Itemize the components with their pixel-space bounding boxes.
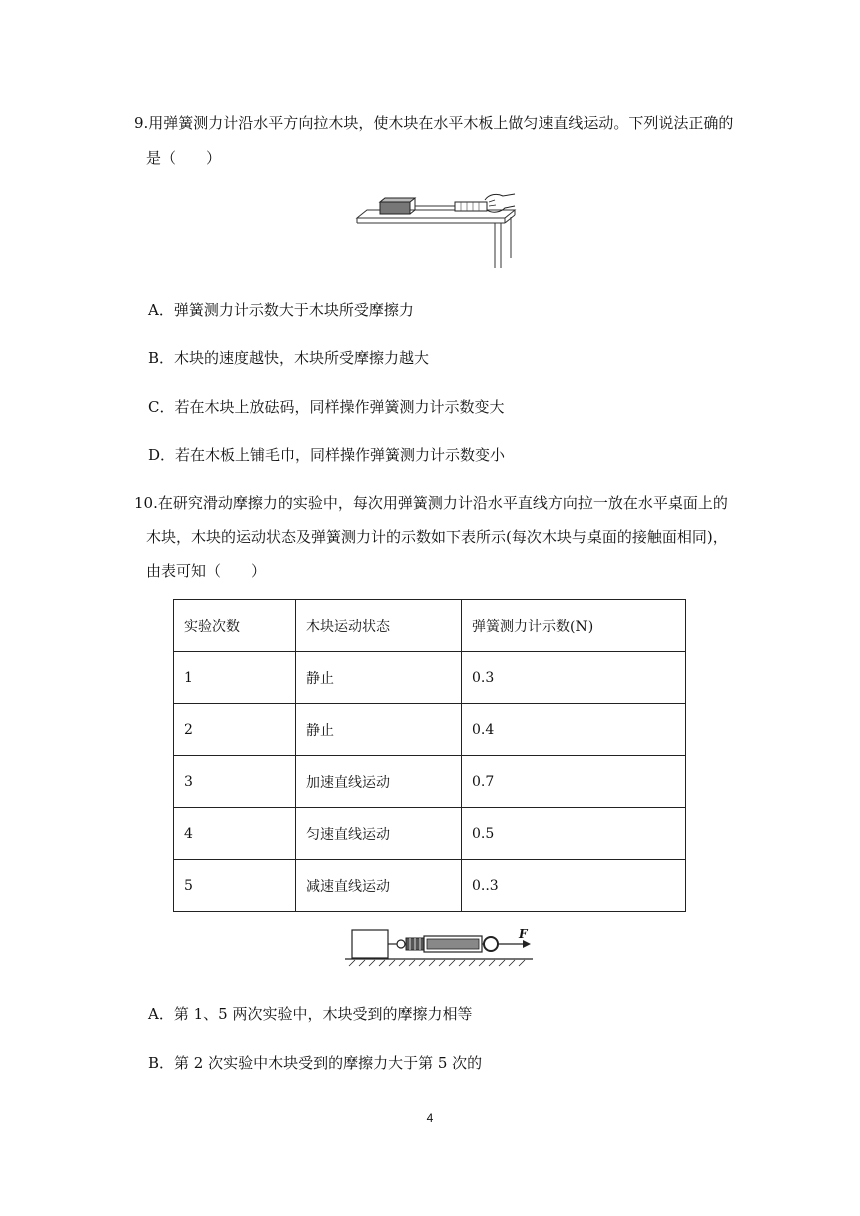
question-10-stem-line3: 由表可知（ ） (146, 562, 267, 580)
table-cell: 静止 (296, 704, 462, 756)
table-header-row (174, 600, 686, 652)
question-9-option-b: B．木块的速度越快，木块所受摩擦力越大 (148, 349, 430, 367)
question-9-option-c: C．若在木块上放砝码，同样操作弹簧测力计示数变大 (148, 398, 505, 416)
table-cell: 静止 (296, 652, 462, 704)
table-cell: 0.5 (462, 808, 686, 860)
page-number: 4 (426, 1111, 434, 1125)
table-row (174, 756, 686, 808)
question-10-stem-line2: 木块，木块的运动状态及弹簧测力计的示数如下表所示(每次木块与桌面的接触面相同)， (146, 528, 728, 546)
experiment-data-table (173, 599, 686, 912)
table-header-cell: 弹簧测力计示数(N) (462, 600, 686, 652)
table-cell: 0.3 (462, 652, 686, 704)
table-header-cell: 木块运动状态 (296, 600, 462, 652)
q9-figure-spring-scale-block-on-table (355, 190, 520, 270)
question-9-option-d: D．若在木板上铺毛巾，同样操作弹簧测力计示数变小 (148, 446, 506, 464)
question-10-option-a: A．第 1、5 两次实验中，木块受到的摩擦力相等 (148, 1005, 473, 1023)
table-cell: 1 (174, 652, 296, 704)
table-cell: 2 (174, 704, 296, 756)
table-cell: 3 (174, 756, 296, 808)
question-9-stem-line1: 9.用弹簧测力计沿水平方向拉木块，使木块在水平木板上做匀速直线运动。下列说法正确的 (134, 114, 734, 132)
force-label: F (519, 927, 528, 941)
table-row (174, 652, 686, 704)
question-9-option-a: A．弹簧测力计示数大于木块所受摩擦力 (148, 301, 414, 319)
question-10-option-b: B．第 2 次实验中木块受到的摩擦力大于第 5 次的 (148, 1054, 483, 1072)
table-cell: 4 (174, 808, 296, 860)
table-cell: 0..3 (462, 860, 686, 912)
question-10-stem-line1: 10.在研究滑动摩擦力的实验中，每次用弹簧测力计沿水平直线方向拉一放在水平桌面上的 (134, 494, 728, 512)
table-row (174, 808, 686, 860)
table-cell: 减速直线运动 (296, 860, 462, 912)
table-cell: 5 (174, 860, 296, 912)
table-cell: 0.4 (462, 704, 686, 756)
table-header-cell: 实验次数 (174, 600, 296, 652)
question-9-stem-line2: 是（ ） (146, 149, 222, 167)
table-row (174, 704, 686, 756)
table-cell: 0.7 (462, 756, 686, 808)
table-row (174, 860, 686, 912)
table-cell: 加速直线运动 (296, 756, 462, 808)
table-cell: 匀速直线运动 (296, 808, 462, 860)
q10-figure-block-pulled-by-spring-scale (345, 926, 535, 968)
